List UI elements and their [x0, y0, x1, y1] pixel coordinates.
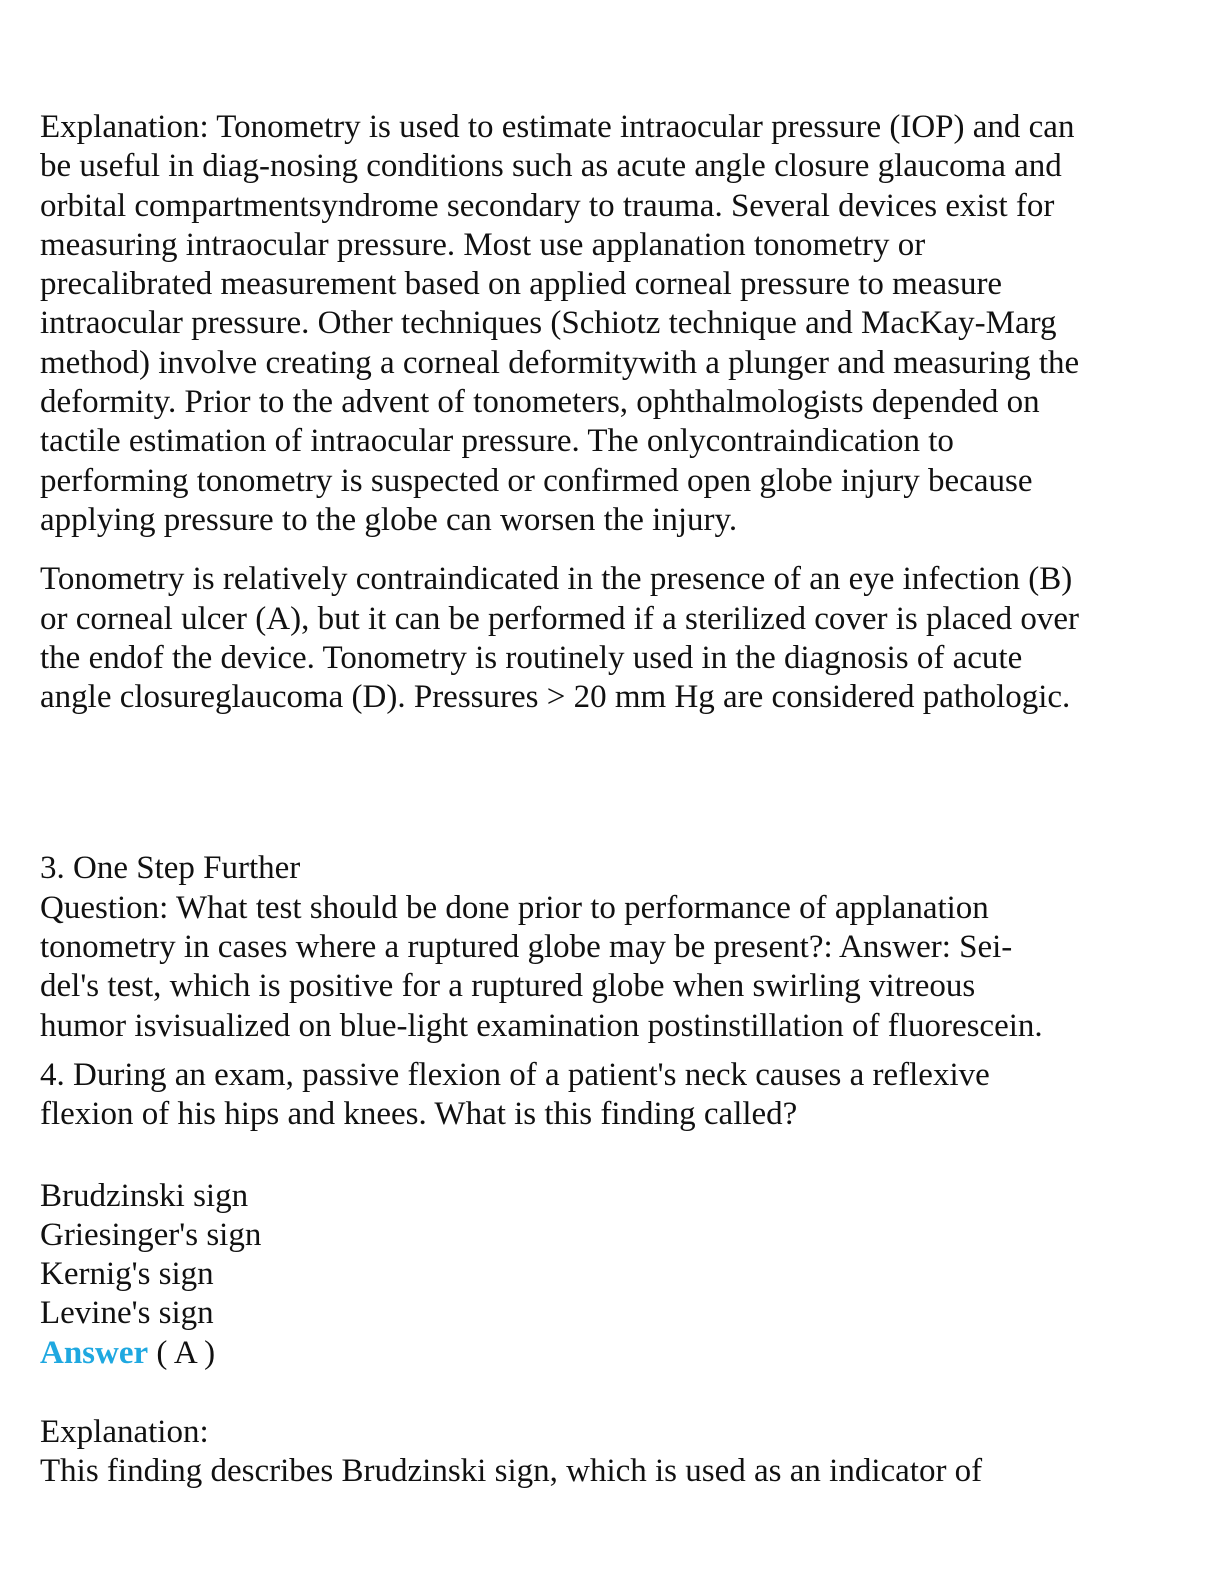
answer-line [40, 1334, 1170, 1373]
explanation-heading: Explanation: [40, 1414, 209, 1451]
question-text-line: 4. During an exam, passive flexion of a patient's neck causes a reflexive [40, 1056, 990, 1093]
text-line: This finding describes Brudzinski sign, which is used as an indicator of [40, 1453, 983, 1490]
explanation-paragraph-1 [40, 108, 1170, 540]
answer-options [40, 1177, 1170, 1373]
text-line: intraocular pressure. Other techniques (Schiotz technique and MacKay-Marg [40, 305, 1057, 342]
section-heading: 3. One Step Further [40, 850, 301, 887]
text-line: tonometry in cases where a ruptured globe may be present?: Answer: Sei- [40, 929, 1013, 966]
question-4 [40, 1056, 1170, 1135]
text-line: method) involve creating a corneal deformitywith a plunger and measuring the [40, 344, 1080, 381]
explanation-paragraph-2 [40, 560, 1170, 717]
question-4-explanation [40, 1413, 1170, 1492]
text-line: or corneal ulcer (A), but it can be performed if a sterilized cover is placed over [40, 600, 1080, 637]
document-page [40, 108, 1170, 1492]
text-line: Tonometry is relatively contraindicated in the presence of an eye infection (B) [40, 561, 1073, 598]
text-line: deformity. Prior to the advent of tonometers, ophthalmologists depended on [40, 384, 1040, 421]
text-line: performing tonometry is suspected or confirmed open globe injury because [40, 462, 1033, 499]
option-c: Kernig's sign [40, 1256, 214, 1293]
section-one-step-further [40, 849, 1170, 1045]
text-line: tactile estimation of intraocular pressure. The onlycontraindication to [40, 423, 954, 460]
text-line: Explanation: Tonometry is used to estimate intraocular pressure (IOP) and can [40, 109, 1075, 145]
text-line: orbital compartmentsyndrome secondary to trauma. Several devices exist for [40, 187, 1055, 224]
option-b: Griesinger's sign [40, 1216, 262, 1253]
text-line: humor isvisualized on blue-light examination postinstillation of fluorescein. [40, 1007, 1043, 1044]
text-line: angle closureglaucoma (D). Pressures > 20 mm Hg are considered pathologic. [40, 679, 1071, 716]
text-line: the endof the device. Tonometry is routinely used in the diagnosis of acute [40, 639, 1023, 676]
question-text-line: flexion of his hips and knees. What is this finding called? [40, 1096, 798, 1133]
text-line: del's test, which is positive for a ruptured globe when swirling vitreous [40, 968, 976, 1005]
option-d: Levine's sign [40, 1295, 214, 1332]
option-a: Brudzinski sign [40, 1177, 249, 1214]
text-line: be useful in diag-nosing conditions such as acute angle closure glaucoma and [40, 148, 1062, 185]
answer-label: Answer [40, 1334, 149, 1371]
answer-value: ( A ) [148, 1334, 216, 1371]
text-line: measuring intraocular pressure. Most use applanation tonometry or [40, 226, 926, 263]
text-line: Question: What test should be done prior to performance of applanation [40, 889, 989, 926]
text-line: applying pressure to the globe can worsen the injury. [40, 501, 738, 538]
text-line: precalibrated measurement based on applied corneal pressure to measure [40, 266, 1003, 303]
